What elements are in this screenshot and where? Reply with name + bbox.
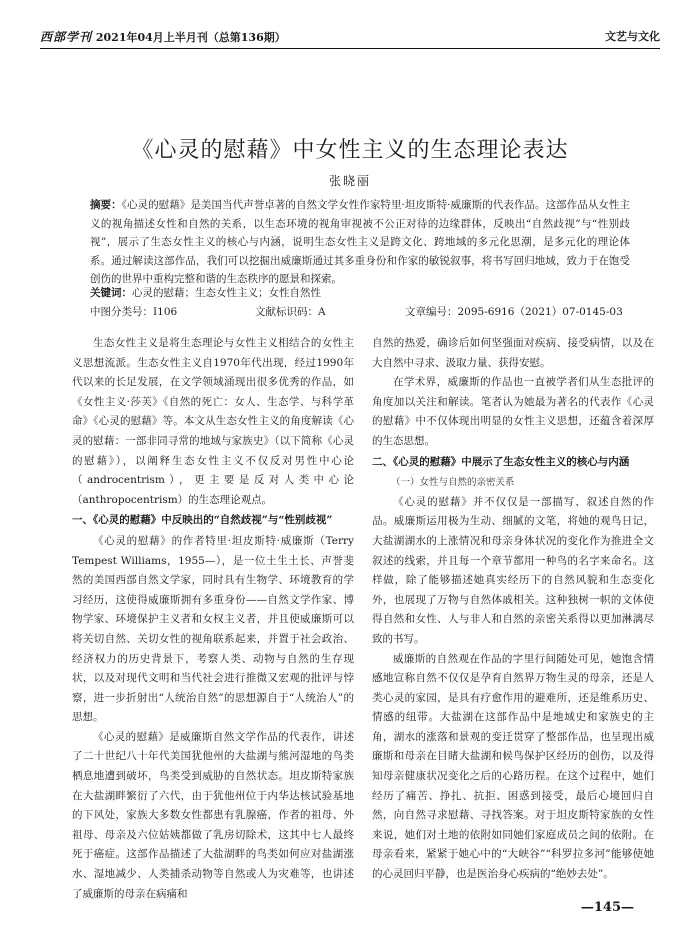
paragraph: 在学术界，威廉斯的作品也一直被学者们从生态批评的角度加以关注和解读。笔者认为她最为著名的代表作《心灵的慰藉》中不仅体现出明显的女性主义思想，还蕴含着深厚的生态思想。: [372, 376, 654, 447]
article-meta: [90, 304, 630, 320]
paragraph: 生态女性主义是将生态理论与女性主义相结合的女性主义思想流派。生态女性主义自1970年代出现，经过1990年代以来的长足发展，在文学领域涌现出很多优秀的作品，如《女性主义·莎芙》《自然的死亡：女人、生态学、与科学革命》《心灵的慰藉》等。本文从生态女性主义的角度解读《心灵的慰藉：一部非同寻常的地域与家族史》（以下简称《心灵的慰藉》），以阐释生态女性主义不仅反对男性中心论（androcentrism），更主要是反对人类中心论（anthropocentrism）的生态理论观点。: [72, 337, 354, 506]
keywords-label: 关键词：: [90, 287, 132, 299]
section-heading: 一、《心灵的慰藉》中反映出的“自然歧视”与“性别歧视”: [72, 514, 333, 527]
section-heading: 二、《心灵的慰藉》中展示了生态女性主义的核心与内涵: [372, 455, 630, 468]
paragraph: 威廉斯的自然观在作品的字里行间随处可见，她饱含情感地宣称自然不仅仅是孕育自然界万物生灵的母亲，还是人类心灵的家园，是具有疗愈作用的避难所，还是维系历史、情感的纽带。大盐湖在这部作品中是地域史和家族史的主角，湖水的涨落和景观的变迁贯穿了整部作品，也呈现出威廉斯和母亲在目睹大盐湖和候鸟保护区经历的创伤，以及得知母亲健康状况变化之后的心路历程。在这个过程中，她们经历了痛苦、挣扎、抗拒、困惑到接受，最后心境回归自然，向自然寻求慰藉、寻找答案。对于坦皮斯特家族的女性来说，她们对土地的依附如同她们家庭成员之间的依附。在母亲看来，紧紧于她心中的“大峡谷”“科罗拉多河”能够使她的心灵回归平静，也是医治身心疾病的“绝妙去处”。: [372, 652, 654, 881]
author-name: 张晓丽: [328, 174, 371, 188]
clc-number: 中图分类号：I106: [90, 306, 178, 318]
paragraph: 《心灵的慰藉》并不仅仅是一部描写、叙述自然的作品。威廉斯运用极为生动、细腻的文笔，将她的观鸟日记，大盐湖湖水的上涨情况和母亲身体状况的变化作为推进全文叙述的线索，并且每一个章节都用一种鸟的名字来命名。这样做，除了能够描述她真实经历下的自然风貌和生态变化外，也展现了万物与自然体戚相关。这种独树一帜的文体使得自然和女性、人与非人和自然的亲密关系得以更加淋漓尽致的书写。: [372, 495, 654, 645]
journal-logo: 西部学刊: [40, 30, 93, 44]
issue-info: 2021年04月上半月刊（总第136期）: [95, 31, 286, 44]
abstract-label: 摘要：: [90, 199, 122, 211]
subsection-heading: （一）女性与自然的亲密关系: [391, 477, 515, 489]
page-number: —145—: [580, 900, 634, 915]
left-column: [72, 334, 354, 904]
keywords-text: 心灵的慰藉；生态女性主义；女性自然性: [132, 287, 321, 299]
abstract: [90, 196, 630, 289]
running-header: [40, 26, 660, 49]
paragraph: 《心灵的慰藉》是威廉斯自然文学作品的代表作，讲述了二十世纪八十年代美国犹他州的大盐湖与熊河湿地的鸟类栖息地遭到破坏，鸟类受到威胁的自然状态。坦皮斯特家族在大盐湖畔繁衍了六代，由于犹他州位于内华达核试验基地的下风处，家族大多数女性都患有乳腺癌，作者的祖母、外祖母、母亲及六位姑姨都做了乳房切除术，这其中七人最终死于癌症。这部作品描述了大盐湖畔的鸟类如何应对盐湖涨水、湿地减少、人类捕杀动物等自然或人为灾难等，也讲述了威廉斯的母亲在病痛和: [72, 730, 354, 900]
section-label: 文艺与文化: [605, 30, 660, 43]
abstract-text: 《心灵的慰藉》是美国当代声誉卓著的自然文学女性作家特里·坦皮斯特·威廉斯的代表作品。这部作品从女性主义的视角描述女性和自然的关系，以生态环境的视角审视被不公正对待的边缘群体，反映出“自然歧视”与“性别歧视”，展示了生态女性主义的核心与内涵，说明生态女性主义是跨文化、跨地域的多元化思潮，是多元化的理论体系。通过解读这部作品，我们可以挖掘出威廉斯通过其多重身份和作家的敏锐叙事，将书写回归地域，致力于在饱受创伤的世界中重构完整和谐的生态秩序的愿景和探索。: [90, 199, 630, 285]
paragraph: 《心灵的慰藉》的作者特里·坦皮斯特·威廉斯（Terry Tempest Williams，1955—），是一位土生土长、声誉斐然的美国西部自然文学家，同时具有生物学、环境教育的学习经历，这使得威廉斯拥有多重身份——自然文学作家、博物学家、环境保护主义者和女权主义者，并且使威廉斯可以将关切自然、关切女性的视角联系起来，并置于社会政治、经济权力的历史背景下，考察人类、动物与自然的生存现状，以及对现代文明和当代社会进行推微又宏观的批评与悖察，进一步折射出“人统治自然”的思想源自于“人统治人”的思想。: [72, 534, 354, 724]
paragraph: 自然的热爱，确诊后如何坚强面对疾病、接受病情，以及在大自然中寻求、汲取力量、获得安慰。: [372, 337, 654, 369]
journal-info: [40, 28, 286, 45]
keywords: [90, 285, 630, 300]
article-number: 文章编号：2095-6916（2021）07-0145-03: [405, 306, 623, 318]
document-code: 文献标识码：A: [255, 306, 326, 318]
right-column: [372, 334, 654, 885]
article-title: 《心灵的慰藉》中女性主义的生态理论表达: [131, 137, 569, 163]
